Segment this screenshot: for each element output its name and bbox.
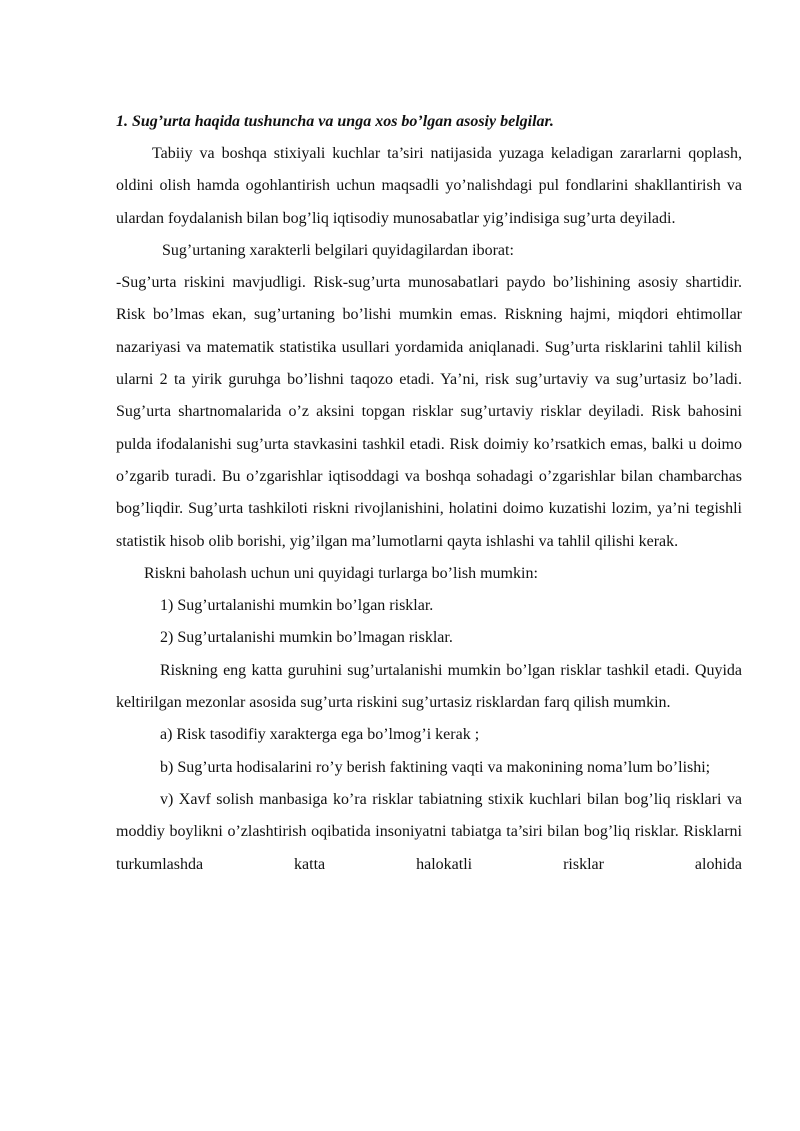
section-heading: 1. Sug’urta haqida tushuncha va unga xos bo’lgan asosiy belgilar. [116, 113, 554, 130]
criterion-a: a) Risk tasodifiy xarakterga ega bo’lmog’i kerak ; [160, 726, 480, 744]
paragraph-largest-group: Riskning eng katta guruhini sug’urtalanishi mumkin bo’lgan risklar tashkil etadi. Quyida keltirilgan mezonlar asosida sug’urta riskini sug’urtasiz risklardan farq qilish mumkin. [116, 661, 742, 712]
criterion-v: v) Xavf solish manbasiga ko’ra risklar tabiatning stixik kuchlari bilan bog’liq risklari va moddiy boylikni o’zlashtirish oqibatida insoniyatni tabiatga ta’siri bilan bog’liq risklar. Risklarni turkumlashda katta halokatli risklar alohida [116, 790, 742, 873]
paragraph-features-intro: Sug’urtaning xarakterli belgilari quyidagilardan iborat: [162, 241, 514, 259]
list-item-uninsurable: 2) Sug’urtalanishi mumkin bo’lmagan risklar. [160, 629, 453, 647]
list-item-insurable: 1) Sug’urtalanishi mumkin bo’lgan risklar. [160, 597, 434, 615]
paragraph-risk-types-intro: Riskni baholash uchun uni quyidagi turlarga bo’lish mumkin: [144, 564, 538, 582]
criterion-b: b) Sug’urta hodisalarini ro’y berish faktining vaqti va makonining noma’lum bo’lishi; [160, 758, 711, 776]
paragraph-risk-existence: -Sug’urta riskini mavjudligi. Risk-sug’urta munosabatlari paydo bo’lishining asosiy shartidir. Risk bo’lmas ekan, sug’urtaning bo’lishi mumkin emas. Riskning hajmi, miqdori ehtimollar nazariyasi va matematik statistika usullari yordamida aniqlanadi. Sug’urta risklarini tahlil kilish ularni 2 ta yirik guruhga bo’lishni taqozo etadi. Ya’ni, risk sug’urtaviy va sug’urtasiz bo’ladi. Sug’urta shartnomalarida o’z aksini topgan risklar sug’urtaviy risklar deyiladi. Risk bahosini pulda ifodalanishi sug’urta stavkasini tashkil etadi. Risk doimiy ko’rsatkich emas, balki u doimo o’zgarib turadi. Bu o’zgarishlar iqtisoddagi va boshqa sohadagi o’zgarishlar bilan chambarchas bog’liqdir. Sug’urta tashkiloti riskni rivojlanishini, holatini doimo kuzatishi lozim, ya’ni tegishli statistik hisob olib borishi, yig’ilgan ma’lumotlarni qayta ishlashi va tahlil qilishi kerak. [116, 274, 742, 550]
paragraph-definition: Tabiiy va boshqa stixiyali kuchlar ta’siri natijasida yuzaga keladigan zararlarni qoplash, oldini olish hamda ogohlantirish uchun maqsadli yo’nalishdagi pul fondlarini shakllantirish va ulardan foydalanish bilan bog’liq iqtisodiy munosabatlar yig’indisiga sug’urta deyiladi. [116, 145, 742, 227]
